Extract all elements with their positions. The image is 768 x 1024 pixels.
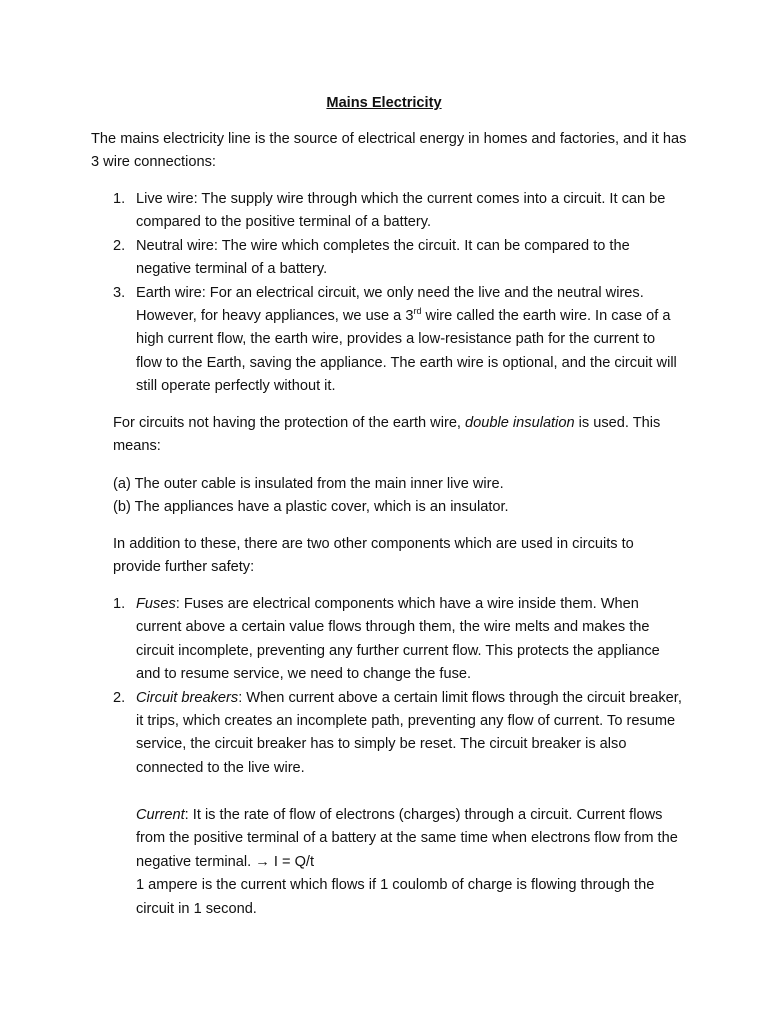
- double-insulation-before: For circuits not having the protection of the earth wire,: [113, 415, 466, 431]
- list-number: 1.: [113, 191, 126, 207]
- list-number: 3.: [113, 284, 126, 301]
- intro-paragraph: The mains electricity line is the source of electrical energy in homes and factories, and it has 3 wire connections:: [91, 131, 687, 171]
- double-insulation-after: is used. This means:: [113, 415, 661, 455]
- circuit-breakers-term: Circuit breakers: [136, 689, 239, 706]
- wire-list: [113, 188, 685, 399]
- list-number: 1.: [113, 596, 126, 612]
- insulation-point: (a) The outer cable is insulated from the main inner live wire.: [113, 476, 504, 492]
- neutral-wire-text: Neutral wire: The wire which completes the circuit. It can be compared to the negative terminal of a battery.: [136, 237, 630, 278]
- list-item: [113, 188, 685, 235]
- list-number: 2.: [113, 689, 126, 706]
- current-term: Current: [136, 807, 185, 823]
- live-wire-text: Live wire: The supply wire through which the current comes into a circuit. It can be compared to the positive terminal of a battery.: [136, 191, 666, 231]
- list-item: [113, 687, 685, 781]
- earth-wire-text-a: Earth wire: For an electrical circuit, we only need the live and the neutral wires. However, for heavy appliances, we use a 3: [136, 284, 644, 325]
- components-list: [113, 593, 685, 780]
- current-text: : It is the rate of flow of electrons (charges) through a circuit. Current flows from the positive terminal of a battery at the same time when electrons flow from the negative terminal.: [136, 807, 678, 870]
- earth-wire-text-b: wire called the earth wire. In case of a high current flow, the earth wire, provides a low-resistance path for the current to flow to the Earth, saving the appliance. The earth wire is optional, and the circuit will still operate perfectly without it.: [136, 308, 677, 395]
- double-insulation-paragraph: [113, 412, 685, 459]
- insulation-point: (b) The appliances have a plastic cover, which is an insulator.: [113, 499, 509, 516]
- fuses-term: Fuses: [136, 596, 176, 612]
- components-intro: In addition to these, there are two other components which are used in circuits to provide further safety:: [113, 536, 634, 576]
- double-insulation-term: double insulation: [465, 415, 575, 431]
- current-formula: I = Q/t: [269, 853, 315, 870]
- fuses-text: : Fuses are electrical components which have a wire inside them. When current above a certain value flows through them, the wire melts and makes the circuit incomplete, preventing any further current flow. This protects the appliance and to resume service, we need to change the fuse.: [136, 596, 660, 683]
- circuit-breakers-text: : When current above a certain limit flows through the circuit breaker, it trips, which creates an incomplete path, preventing any flow of current. To resume service, the circuit breaker has to simply be reset. The circuit breaker is also connected to the live wire.: [136, 689, 682, 776]
- ordinal-suffix: rd: [413, 306, 422, 317]
- list-item: [113, 593, 685, 687]
- ampere-definition: 1 ampere is the current which flows if 1 coulomb of charge is flowing through the circuit in 1 second.: [136, 877, 655, 917]
- list-number: 2.: [113, 237, 126, 254]
- list-item: [113, 235, 685, 282]
- insulation-points: [113, 473, 685, 520]
- arrow-icon: →: [255, 853, 270, 870]
- list-item: [113, 282, 685, 399]
- current-paragraph: [136, 804, 686, 921]
- page-title: Mains Electricity: [326, 95, 442, 111]
